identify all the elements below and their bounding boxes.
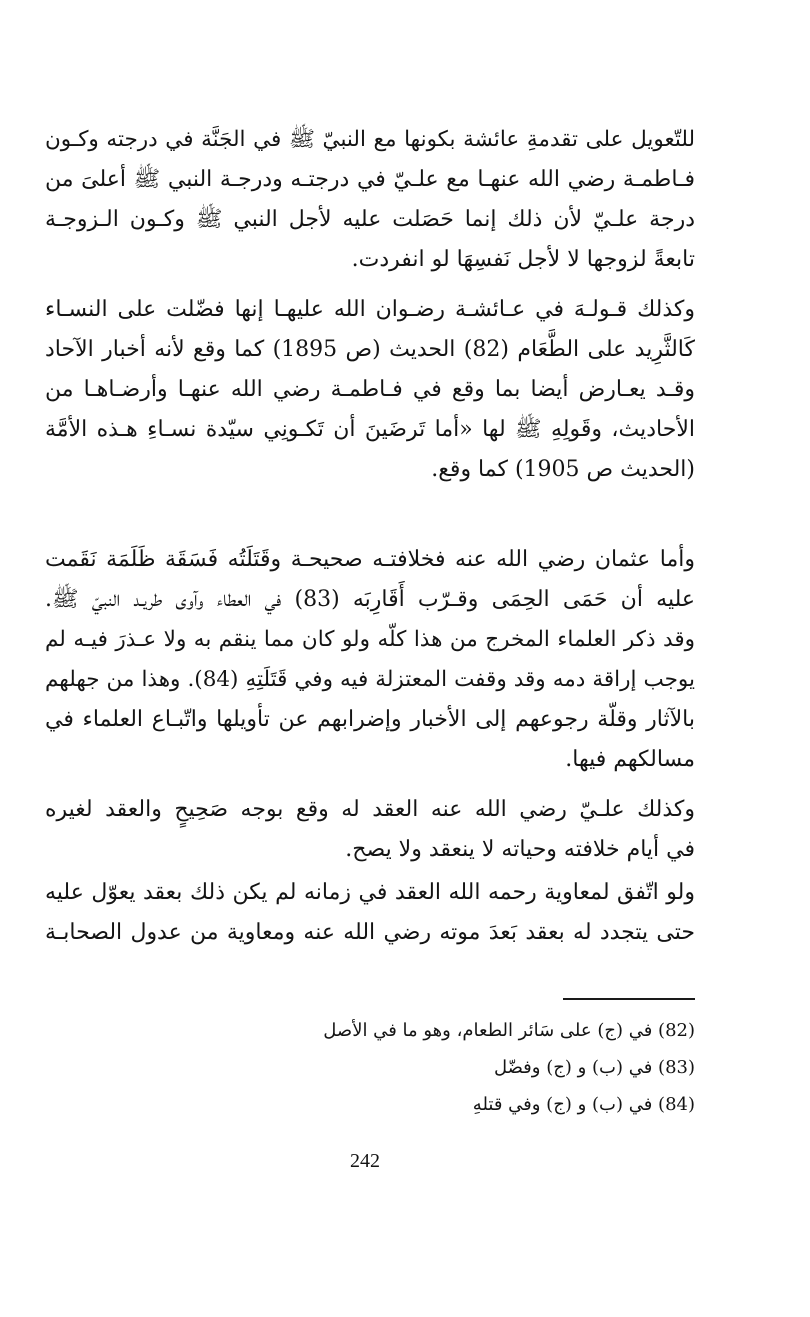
text-line: مسالكهم فيها. xyxy=(565,747,695,772)
page-number: 242 xyxy=(350,1150,380,1172)
text-line: تابعةً لزوجها لا لأجل نَفسِهَا لو انفردت. xyxy=(351,247,695,272)
text-line: كَالثَّرِيد على الطَّعَام (82) الحديث (ص 1895) كما وقع لأنه أخبار الآحاد xyxy=(45,337,695,362)
text-line: للتّعويل على تقدمةِ عائشة بكونها مع النبيّ ﷺ في الجَنَّة في درجته وكـون xyxy=(45,127,695,152)
text-line: وكذلك علـيّ رضي الله عنه العقد له وقع بوجه صَحِيحٍ والعقد لغيره xyxy=(45,797,695,822)
footnote-84: (84) في (ب) و (ج) وفي قتلهِ xyxy=(472,1094,695,1115)
text-line: وقـد يعـارض أيضا بما وقع في فـاطمـة رضي الله عنهـا وأرضـاهـا من xyxy=(45,377,695,402)
footnote-83: (83) في (ب) و (ج) وفضّل xyxy=(493,1057,695,1078)
paragraph-muawiya xyxy=(45,873,695,953)
text-line: يوجب إراقة دمه وقد وقفت المعتزلة فيه وفي قَتَلَتِهِ (84). وهذا من جهلهم xyxy=(45,667,695,692)
paragraph-ali-caliphate xyxy=(45,790,695,870)
text-line: درجة علـيّ لأن ذلك إنما حَصَلت عليه لأجل النبي ﷺ وكـون الـزوجـة xyxy=(45,207,695,232)
text-line: بالآثار وقلّة رجوعهم إلى الأخبار وإضرابهم عن تأويلها واتّبـاع العلماء في xyxy=(45,707,695,732)
text-line: عليه أن حَمَى الحِمَى وقـرّب أَقَارِبَه (83) في العطاء وآوى طريـد النبيّ ﷺ. xyxy=(45,587,695,612)
text-line: وأما عثمان رضي الله عنه فخلافتـه صحيحـة وقَتَلَتُه فَسَقَة ظَلَمَة نَقَمت xyxy=(45,547,695,572)
text-line: (الحديث ص 1905) كما وقع. xyxy=(431,457,695,482)
text-line: وكذلك قـولـهَ في عـائشـة رضـوان الله عليهـا إنها فضّلت على النسـاء xyxy=(45,297,695,322)
paragraph-uthman-caliphate xyxy=(45,540,695,780)
footnotes xyxy=(45,1012,695,1123)
text-line: حتى يتجدد له بعقد بَعدَ موته رضي الله عنه ومعاوية من عدول الصحابـة xyxy=(45,920,695,945)
text-line: في أيام خلافته وحياته لا ينعقد ولا يصح. xyxy=(345,837,695,862)
text-line: ولو اتّفق لمعاوية رحمه الله العقد في زمانه لم يكن ذلك بعقد يعوّل عليه xyxy=(45,880,695,905)
footnote-82: (82) في (ج) على سَائر الطعام، وهو ما في الأصل xyxy=(323,1020,695,1041)
text-line: الأحاديث، وقَولِهِ ﷺ لها «أما تَرضَينَ أن تَكـونِي سيّدة نسـاءِ هـذه الأمَّة xyxy=(45,417,695,442)
text-line: فـاطمـة رضي الله عنهـا مع علـيّ في درجتـه ودرجـة النبي ﷺ أعلىَ من xyxy=(45,167,695,192)
paragraph-tharid-hadith xyxy=(45,290,695,490)
text-line: وقد ذكر العلماء المخرج من هذا كلّه ولو كان مما ينقم به ولا عـذرَ فيـه لم xyxy=(45,627,695,652)
paragraph-aisha-comparison xyxy=(45,120,695,280)
footnote-divider xyxy=(563,998,695,1000)
